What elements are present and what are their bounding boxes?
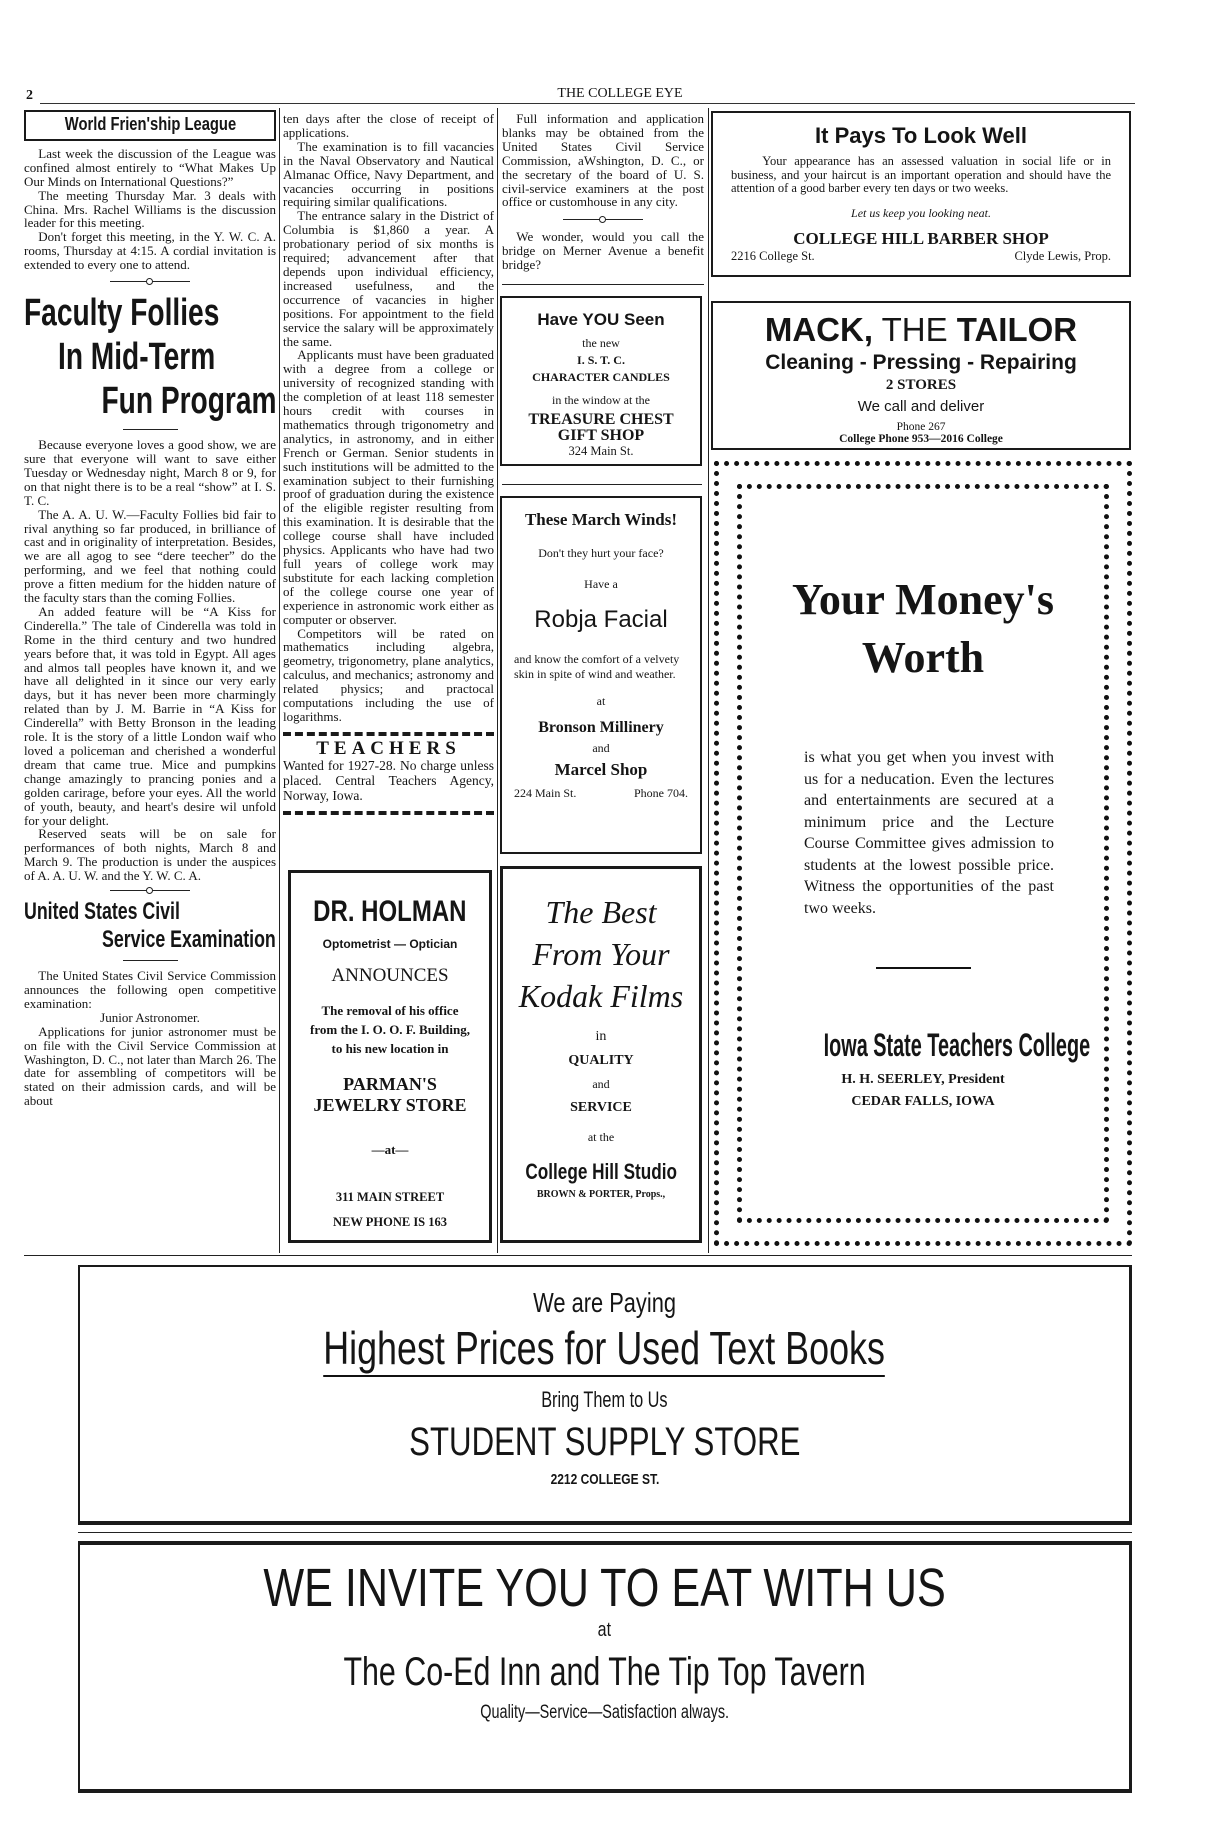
winds-address: 224 Main St. — [514, 786, 577, 800]
books-headline: Highest Prices for Used Text Books — [324, 1321, 886, 1377]
winds-title: These March Winds! — [524, 510, 678, 529]
headline-line: Service Examination — [102, 926, 276, 954]
mack-the: THE — [881, 311, 948, 348]
paragraph: We wonder, would you call the bridge on Merner Avenue a benefit bridge? — [502, 229, 704, 273]
headline-line: Faculty Follies — [24, 292, 220, 335]
moneys-worth-ad — [714, 461, 1132, 1246]
civil-headline — [24, 898, 276, 954]
kodak-service: SERVICE — [570, 1100, 632, 1115]
barber-title: It Pays To Look Well — [815, 123, 1027, 148]
eat-tagline: Quality—Service—Satisfaction always. — [480, 1702, 729, 1723]
holman-phone: NEW PHONE IS 163 — [332, 1215, 448, 1229]
inner-border — [737, 484, 1109, 1223]
treasure-shop: TREASURE CHEST — [528, 411, 674, 428]
headline-line: Fun Program — [101, 380, 276, 423]
treasure-line: the new — [582, 336, 620, 350]
mack-services: Cleaning - Pressing - Repairing — [765, 351, 1077, 374]
winds-phone: Phone 704. — [634, 786, 688, 800]
books-store: STUDENT SUPPLY STORE — [408, 1420, 801, 1464]
paragraph: The A. A. U. W.—Faculty Follies bid fair to rival anything so far produced, in brilliance of cast and in originality of interpretation. Besides, we are all agog to see “dere teecher” do the performing, and we feel that nothing could prove a fitten medium for the hidden nature of the faculty stars than the coming Follies. — [24, 506, 276, 606]
holman-body: The removal of his office from the I. O. O. F. Building, to his new location in — [310, 1003, 470, 1056]
dashed-rule — [283, 732, 494, 736]
money-location: CEDAR FALLS, IOWA — [851, 1094, 995, 1109]
column-rule — [497, 108, 498, 1253]
separator — [110, 890, 190, 891]
header-rule — [40, 103, 1135, 104]
rule — [24, 1255, 1132, 1256]
text-books-ad — [78, 1265, 1132, 1525]
holman-name: DR. HOLMAN — [313, 895, 467, 928]
treasure-line: CHARACTER CANDLES — [532, 370, 670, 384]
rule — [502, 484, 702, 485]
paragraph: The United States Civil Service Commission announces the following open competitive examination: — [24, 968, 276, 1011]
money-rule — [876, 967, 971, 969]
paragraph: ten days after the close of receipt of applications. — [283, 111, 494, 140]
separator — [563, 219, 643, 220]
kodak-at: at the — [587, 1130, 615, 1144]
paragraph: Full information and application blanks may be obtained from the United States Civil Service Commission, aWshington, D. C., or the secretary of the board of U. S. civil-service examiners at the post office or customhouse in any city. — [502, 111, 704, 210]
paragraph: The entrance salary in the District of Columbia is $1,860 a year. A probationary period of six months is required; advancement after that depends upon individual efficiency, increased usefulness, and the occurrence of vacancies in higher positions. For appointment to the field service the salary will be approximately the same. — [283, 208, 494, 349]
paragraph: Junior Astronomer. — [100, 1009, 200, 1025]
rule — [78, 1532, 1132, 1533]
kodak-and: and — [592, 1077, 610, 1091]
paragraph: Applications for junior astronomer must be on file with the Civil Service Commission at Washington, D. C., not later than March 26. The date for assembling of competitors will be stated on their admission cards, and will be about — [24, 1023, 276, 1109]
separator — [110, 281, 190, 282]
paragraph: Competitors will be rated on mathematics including algebra, geometry, trigonometry, plane analytics, calculus, and mechanics; astronomy and related physics; and practocal computations including the use of logarithms. — [283, 625, 494, 724]
winds-shop-2: Marcel Shop — [554, 760, 648, 779]
barber-shop: COLLEGE HILL BARBER SHOP — [793, 228, 1049, 248]
eat-headline: WE INVITE YOU TO EAT WITH US — [263, 1558, 946, 1618]
money-body: is what you get when you invest with us for a neducation. Even the lectures and entertainments are secured at a minimum price and the Lecture Course Committee gives admission to students at the lowest possible price. Witness the opportunities of the past two weeks. — [804, 749, 1054, 917]
winds-product: Robja Facial — [534, 606, 668, 633]
march-winds-ad — [500, 496, 702, 854]
paragraph: An added feature will be “A Kiss for Cinderella.” The tale of Cinderella was told in Rome in the third century and two hundred years before that, it was told in Egypt. All ages and almos tall peoples have known it, and we have all delighted in it since our very early days, but it has never been more charmingly related than by J. M. Barrie in “A Kiss for Cinderella” with Betty Bronson in the leading role. It is the story of a little London waif who loved a policeman and cherished a wonderful dream that came true. Mice and pumpkins change amazingly to prancing ponies and a golden carirage, before your eyes. All the world of youth, beauty, and heart's desire wil unfold for your delight. — [24, 603, 276, 828]
holman-address: 311 MAIN STREET — [335, 1190, 445, 1204]
money-title-1: Your Money's — [792, 575, 1054, 624]
books-line-1: We are Paying — [533, 1287, 676, 1318]
headline-line: In Mid-Term — [58, 336, 216, 379]
money-college: Iowa State Teachers College — [823, 1027, 1091, 1063]
kodak-line: The Best — [545, 894, 657, 930]
holman-ad — [288, 870, 492, 1243]
treasure-chest-ad — [500, 296, 702, 466]
mack-phone: Phone 267 — [896, 421, 946, 433]
kodak-line: Kodak Films — [518, 978, 684, 1014]
winds-body: and know the comfort of a velvety skin in spite of wind and weather. — [514, 652, 680, 681]
treasure-line: I. S. T. C. — [577, 353, 625, 367]
follies-headline — [24, 291, 276, 423]
paragraph: Last week the discussion of the League was confined almost entirely to “What Makes Up Our Minds on International Questions?” — [24, 145, 276, 189]
mack-name: MACK, — [764, 311, 874, 348]
kodak-in: in — [595, 1029, 607, 1044]
paragraph: Reserved seats will be on sale for performances of both nights, March 8 and March 9. The production is under the auspices of A. A. U. W. and the Y. W. C. A. — [24, 826, 276, 884]
eat-at: at — [597, 1619, 612, 1641]
dashed-rule — [283, 811, 494, 815]
column-2 — [283, 112, 494, 819]
paragraph: Don't forget this meeting, in the Y. W. C. A. rooms, Thursday at 4:15. A cordial invitation is extended to every one to attend. — [24, 229, 276, 273]
wfl-title-box — [24, 110, 276, 141]
holman-store-2: JEWELRY STORE — [313, 1095, 467, 1115]
holman-at: —at— — [371, 1142, 409, 1157]
separator — [123, 429, 178, 430]
teachers-body: Wanted for 1927-28. No charge unless placed. Central Teachers Agency, Norway, Iowa. — [283, 757, 494, 803]
mack-deliver: We call and deliver — [857, 398, 985, 415]
barber-prop: Clyde Lewis, Prop. — [1014, 248, 1111, 263]
masthead: THE COLLEGE EYE — [557, 86, 683, 101]
eat-places: The Co-Ed Inn and The Tip Top Tavern — [343, 1650, 866, 1694]
page-number: 2 — [26, 88, 33, 103]
winds-and: and — [592, 741, 610, 755]
kodak-studio: College Hill Studio — [525, 1159, 677, 1184]
mack-college-phone: College Phone 953—2016 College — [839, 433, 1003, 445]
column-3 — [502, 112, 704, 285]
column-1 — [24, 110, 276, 1108]
headline-line: United States Civil — [24, 898, 180, 926]
teachers-title: TEACHERS — [316, 737, 461, 759]
paragraph: The meeting Thursday Mar. 3 deals with China. Mrs. Rachel Williams is the discussion leader for this meeting. — [24, 187, 276, 231]
holman-announces: ANNOUNCES — [331, 965, 449, 986]
kodak-ad — [500, 866, 702, 1243]
barber-ad — [711, 111, 1131, 277]
mack-stores: 2 STORES — [885, 377, 957, 393]
kodak-quality: QUALITY — [568, 1053, 634, 1068]
winds-shop-1: Bronson Millinery — [538, 719, 664, 736]
treasure-shop: GIFT SHOP — [557, 427, 645, 444]
column-rule — [279, 108, 280, 1253]
paragraph: The examination is to fill vacancies in the Naval Observatory and Nautical Almanac Office, Navy Department, and vacancies occurring in positions requiring similar qualifications. — [283, 138, 494, 210]
column-rule — [708, 108, 709, 1253]
paragraph: Applicants must have been graduated with a degree from a college or university of recognized standing with the completion of at least 118 semester hours credit with courses in mathematics through trigonometry and analytics, in astronomy, and in either French or German. Senior students in such institutions will be admitted to the examination subject to their furnishing proof of graduation during the existence of the eligible register resulting from this examination. It is desirable that the college course shall have included physics. Applicants who have had two full years of college work may substitute for each lacking completion of the college course one year of experience in astronomic work either as computer or observer. — [283, 347, 494, 627]
eat-with-us-ad — [78, 1541, 1132, 1793]
rule — [502, 284, 704, 285]
treasure-address: 324 Main St. — [568, 444, 634, 458]
kodak-props: BROWN & PORTER, Props., — [536, 1189, 666, 1200]
barber-body: Your appearance has an assessed valuation in social life or in business, and your haircut is an important operation and should have the attention of a good barber every ten days or two weeks. — [731, 154, 1111, 195]
money-title-2: Worth — [861, 633, 985, 682]
winds-have: Have a — [584, 577, 618, 591]
separator — [123, 960, 178, 961]
books-line-2: Bring Them to Us — [541, 1387, 668, 1412]
wfl-title: World Frien'ship League — [64, 114, 236, 134]
winds-at: at — [596, 694, 606, 708]
winds-question: Don't they hurt your face? — [538, 546, 664, 560]
holman-store-1: PARMAN'S — [343, 1074, 437, 1094]
barber-tagline: Let us keep you looking neat. — [851, 205, 991, 220]
treasure-line: in the window at the — [552, 393, 650, 407]
kodak-line: From Your — [532, 936, 670, 972]
holman-subtitle: Optometrist — Optician — [322, 937, 458, 951]
barber-address: 2216 College St. — [731, 248, 815, 263]
books-address: 2212 COLLEGE ST. — [550, 1471, 659, 1488]
paragraph: Because everyone loves a good show, we are sure that everyone will want to save either Tuesday or Wednesday night, March 8 or 9, for on that night there is to be a real “show” at I. S. T. C. — [24, 437, 276, 508]
money-president: H. H. SEERLEY, President — [841, 1072, 1005, 1087]
mack-tailor: TAILOR — [956, 311, 1078, 348]
mack-tailor-ad — [711, 301, 1131, 450]
treasure-title: Have YOU Seen — [537, 310, 665, 329]
